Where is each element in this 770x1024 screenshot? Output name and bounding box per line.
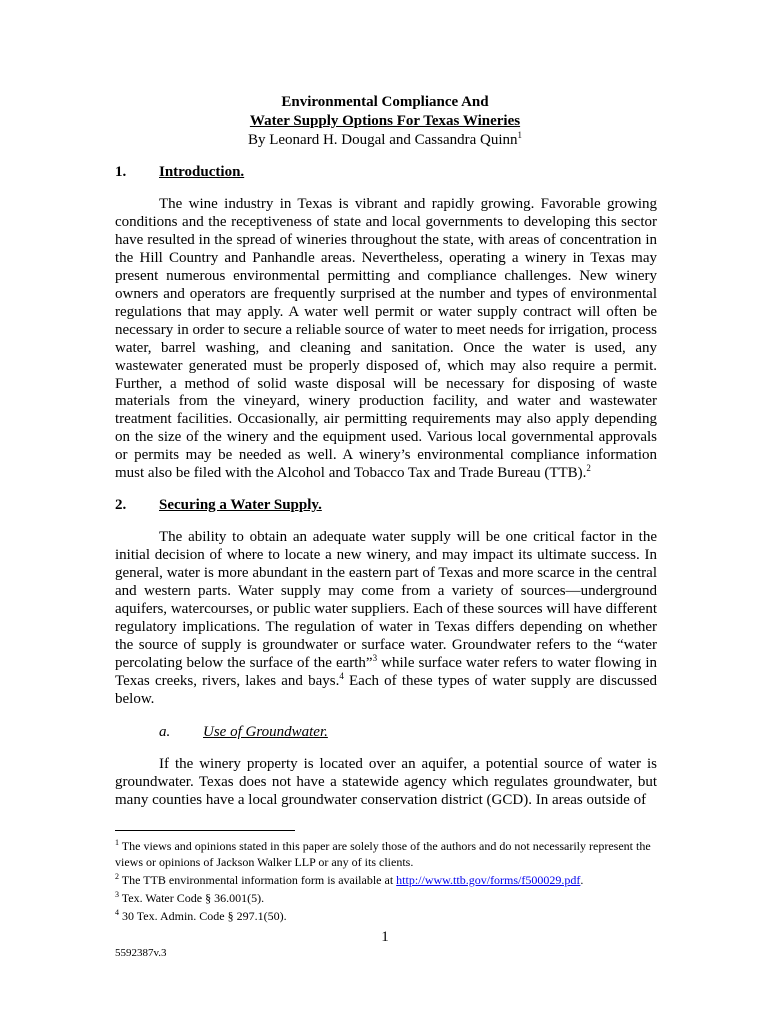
footnote-3-text: Tex. Water Code § 36.001(5). bbox=[121, 891, 265, 905]
footnote-2 bbox=[115, 872, 657, 888]
footnote-3 bbox=[115, 890, 657, 906]
footnote-divider bbox=[115, 830, 295, 831]
footnote-1-text: The views and opinions stated in this paper are solely those of the authors and do not necessarily represent the views or opinions of Jackson Walker LLP or any of its clients. bbox=[115, 839, 651, 869]
ttb-form-link[interactable]: http://www.ttb.gov/forms/f500029.pdf bbox=[396, 873, 581, 887]
section-1-number: 1. bbox=[115, 164, 127, 180]
subsection-a-heading bbox=[159, 724, 328, 741]
footnote-4-number: 4 bbox=[115, 908, 119, 917]
footnote-4-text: 30 Tex. Admin. Code § 297.1(50). bbox=[122, 909, 287, 923]
footnote-ref-4[interactable]: 4 bbox=[339, 670, 344, 681]
footnote-ref-3[interactable]: 3 bbox=[372, 652, 378, 663]
intro-paragraph bbox=[115, 196, 657, 483]
groundwater-paragraph: If the winery property is located over an aquifer, a potential source of water is groundwater. Texas does not have a statewide agency which regulates groundwater, but many counties have a local groundwater conservation district (GCD). In areas outside of bbox=[115, 756, 657, 808]
title-line-1: Environmental Compliance And bbox=[281, 94, 489, 110]
subsection-a-letter: a. bbox=[159, 724, 171, 740]
subsection-a-title: Use of Groundwater. bbox=[203, 724, 328, 740]
water-supply-text-a: The ability to obtain an adequate water supply will be one critical factor in the initial decision of where to locate a new winery, and may impact its ultimate success. In general, water is more abundant in the eastern part of Texas and more scarce in the central and western parts. Water supply may come from a variety of sources—underground aquifers, watercourses, or public water suppliers. Each of these sources will have different regulatory implications. The regulation of water in Texas differs depending on whether the source of supply is groundwater or surface water. Groundwater refers to the “water percolating below the surface of the earth” bbox=[115, 529, 657, 671]
footnote-2-tail: . bbox=[580, 873, 584, 887]
section-2-label: Securing a Water Supply. bbox=[159, 497, 322, 513]
byline bbox=[0, 131, 770, 150]
footnote-1 bbox=[115, 838, 657, 870]
water-supply-paragraph bbox=[115, 529, 657, 709]
intro-paragraph-text: The wine industry in Texas is vibrant and rapidly growing. Favorable growing conditions and the receptiveness of state and local governments to developing this sector have resulted in the spread of wineries throughout the state, with areas of concentration in the Hill Country and Panhandle areas. Nevertheless, operating a winery in Texas may present numerous environmental permitting and compliance challenges. New winery owners and operators are frequently surprised at the number and types of environmental regulations that may apply. A water well permit or water supply contract will often be necessary in order to secure a reliable source of water to meet needs for irrigation, process water, barrel washing, and cleaning and sanitation. Once the water is used, any wastewater generated must be properly disposed of, which may also require a permit. Further, a method of solid waste disposal will be necessary for disposing of waste materials from the vineyard, winery production facility, and water and wastewater treatment facilities. Occasionally, air permitting requirements may also apply depending on the size of the winery and the equipment used. Various local governmental approvals or permits may be needed as well. A winery’s environmental compliance information must also be filed with the Alcohol and Tobacco Tax and Trade Bureau (TTB). bbox=[115, 196, 657, 482]
title-line-2: Water Supply Options For Texas Wineries bbox=[249, 113, 521, 129]
water-supply-text-c: Each of these types of water supply are discussed below. bbox=[115, 672, 658, 707]
footnote-2-text: The TTB environmental information form is available at bbox=[121, 873, 397, 887]
section-2-heading bbox=[115, 497, 322, 514]
footnote-ref-2[interactable]: 2 bbox=[586, 463, 591, 474]
footnote-1-number: 1 bbox=[115, 838, 119, 847]
water-supply-text-b: while surface water refers to water flowing in Texas creeks, rivers, lakes and bays. bbox=[115, 654, 657, 689]
section-1-heading bbox=[115, 164, 244, 181]
footnote-3-number: 3 bbox=[115, 890, 119, 899]
page-number: 1 bbox=[381, 929, 389, 945]
byline-text: By Leonard H. Dougal and Cassandra Quinn bbox=[247, 132, 518, 148]
section-1-label: Introduction. bbox=[159, 164, 245, 180]
footnote-4 bbox=[115, 908, 657, 924]
footnote-ref-1[interactable]: 1 bbox=[517, 130, 523, 140]
document-id: 5592387v.3 bbox=[115, 947, 167, 959]
title-block bbox=[0, 93, 770, 150]
footnote-2-number: 2 bbox=[115, 872, 119, 881]
section-2-number: 2. bbox=[115, 497, 127, 513]
